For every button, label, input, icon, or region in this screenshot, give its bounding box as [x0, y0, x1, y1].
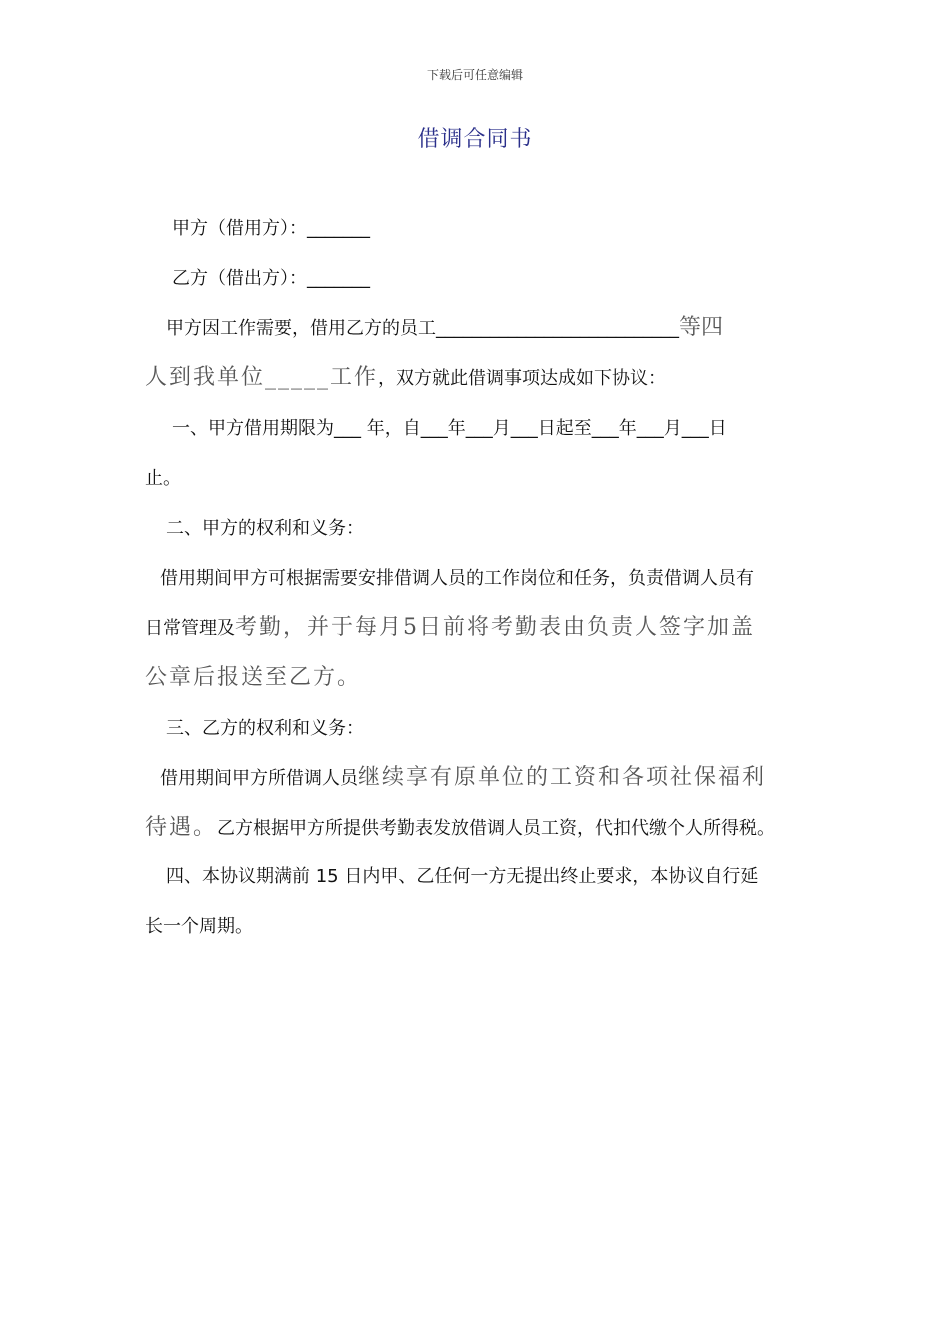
clause-2-line-2-serif: 考勤，并于每月5日前将考勤表由负责人签字加盖	[235, 615, 755, 640]
clause-3-line-1	[160, 760, 766, 791]
clause-2-line-2	[145, 610, 755, 641]
party-b-line: 乙方（借出方）：_______	[172, 268, 370, 289]
intro-line-1	[166, 310, 723, 341]
clause-2-line-3-serif: 公章后报送至乙方。	[145, 665, 362, 690]
clause-2-heading: 二、甲方的权利和义务：	[166, 518, 364, 539]
clause-3-line-1-serif: 继续享有原单位的工资和各项社保福利	[358, 765, 767, 790]
document-title: 借调合同书	[417, 127, 533, 152]
clause-3-line-2-text: 乙方根据甲方所提供考勤表发放借调人员工资，代扣代缴个人所得税。	[217, 818, 776, 839]
page-header: 下载后可任意编辑	[426, 68, 523, 82]
clause-4-line-2: 长一个周期。	[145, 916, 253, 937]
clause-4-line-1: 四、本协议期满前 15 日内甲、乙任何一方无提出终止要求，本协议自行延	[166, 866, 759, 887]
party-a-line: 甲方（借用方）：_______	[172, 218, 370, 239]
clause-3-line-1-text: 借用期间甲方所借调人员	[160, 768, 358, 789]
clause-2-line-2-text: 日常管理及	[145, 618, 235, 639]
intro-line-2-serif: 人到我单位_____工作	[145, 365, 379, 390]
clause-3-line-2	[145, 810, 775, 841]
intro-line-2	[145, 360, 666, 391]
clause-2-line-1: 借用期间甲方可根据需要安排借调人员的工作岗位和任务，负责借调人员有	[160, 568, 754, 589]
intro-line-1-text: 甲方因工作需要，借用乙方的员工___________________________	[166, 318, 679, 339]
clause-3-line-2-serif: 待遇。	[145, 815, 218, 840]
clause-1-line-1: 一、甲方借用期限为___ 年，自___年___月___日起至___年___月___日	[172, 418, 727, 439]
intro-line-2-text: ，双方就此借调事项达成如下协议：	[378, 368, 667, 389]
clause-3-heading: 三、乙方的权利和义务：	[166, 718, 364, 739]
intro-line-1-serif: 等四	[679, 315, 724, 340]
clause-1-line-2: 止。	[145, 468, 181, 489]
clause-2-line-3	[145, 660, 361, 691]
